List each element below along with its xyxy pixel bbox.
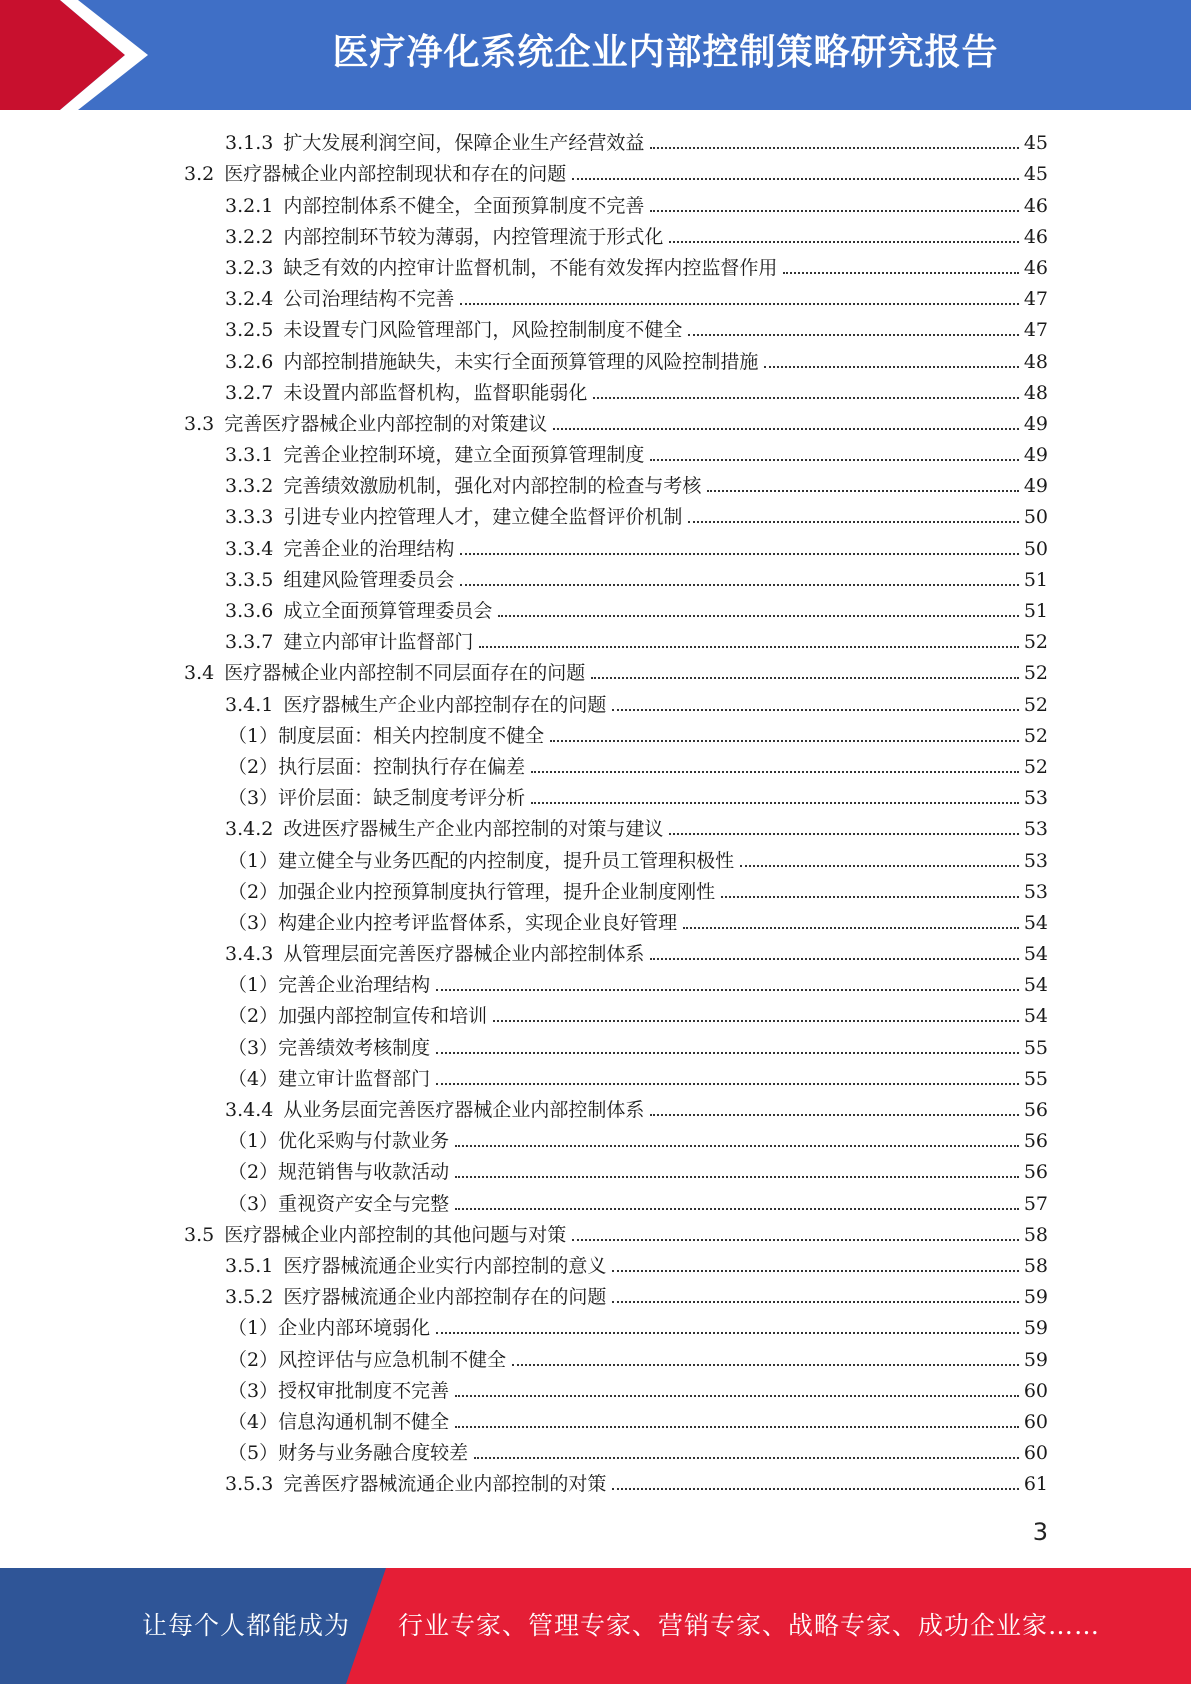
toc-dot-leader xyxy=(764,366,1019,368)
toc-dot-leader xyxy=(688,334,1019,336)
footer-slogan-left: 让每个人都能成为 xyxy=(142,1611,351,1640)
toc-dot-leader xyxy=(650,958,1019,960)
toc-entry-page: 54 xyxy=(1023,911,1048,934)
toc-entry-heading xyxy=(184,162,566,186)
toc-entry-title: （2）规范销售与收款活动 xyxy=(228,1161,450,1184)
report-title: 医疗净化系统企业内部控制策略研究报告 xyxy=(332,32,999,73)
toc-entry-title: 医疗器械流通企业实行内部控制的意义 xyxy=(283,1254,607,1277)
toc-entry[interactable] xyxy=(0,377,1191,408)
toc-entry-page: 55 xyxy=(1023,1067,1048,1090)
toc-entry-page: 46 xyxy=(1023,256,1048,279)
toc-entry-heading xyxy=(228,880,715,904)
toc-entry-title: 未设置专门风险管理部门，风险控制制度不健全 xyxy=(283,319,683,342)
toc-entry-number: 3.2.1 xyxy=(225,194,274,217)
toc-entry-title: 组建风险管理委员会 xyxy=(283,568,455,591)
toc-entry-title: 医疗器械企业内部控制不同层面存在的问题 xyxy=(224,662,586,685)
toc-entry-title: （3）授权审批制度不完善 xyxy=(228,1379,450,1402)
toc-entry-heading xyxy=(225,318,682,342)
toc-entry-heading xyxy=(228,1067,430,1091)
toc-entry-heading xyxy=(225,256,777,280)
toc-dot-leader xyxy=(591,677,1019,679)
toc-entry-heading xyxy=(228,1441,468,1465)
toc-entry-page: 60 xyxy=(1023,1379,1048,1402)
toc-entry-title: 公司治理结构不完善 xyxy=(283,288,455,311)
toc-entry-page: 50 xyxy=(1023,506,1048,529)
toc-entry-heading xyxy=(225,568,454,592)
toc-entry[interactable] xyxy=(0,1187,1191,1218)
toc-entry-heading xyxy=(228,1379,449,1403)
toc-dot-leader xyxy=(512,1364,1019,1366)
toc-entry-number: 3.3.1 xyxy=(225,444,274,467)
toc-entry-page: 46 xyxy=(1023,225,1048,248)
toc-dot-leader xyxy=(669,241,1019,243)
toc-dot-leader xyxy=(612,709,1019,711)
toc-entry-title: （2）执行层面：控制执行存在偏差 xyxy=(228,755,526,778)
toc-entry-page: 58 xyxy=(1023,1254,1048,1277)
toc-entry-title: 引进专业内控管理人才，建立健全监督评价机制 xyxy=(283,506,683,529)
toc-dot-leader xyxy=(436,1332,1019,1334)
toc-entry-heading xyxy=(225,505,682,529)
toc-dot-leader xyxy=(479,646,1019,648)
toc-entry-title: （1）建立健全与业务匹配的内控制度，提升员工管理积极性 xyxy=(228,849,735,872)
toc-entry-number: 3.2.4 xyxy=(225,288,274,311)
toc-entry-number: 3.2.3 xyxy=(225,256,274,279)
toc-entry-title: 完善医疗器械企业内部控制的对策建议 xyxy=(224,412,548,435)
toc-entry[interactable] xyxy=(0,688,1191,719)
toc-entry[interactable] xyxy=(0,501,1191,532)
toc-entry-number: 3.3.3 xyxy=(225,506,274,529)
toc-entry-number: 3.3.2 xyxy=(225,475,274,498)
toc-entry-heading xyxy=(184,1223,566,1247)
toc-entry[interactable] xyxy=(0,532,1191,563)
toc-entry-title: （1）优化采购与付款业务 xyxy=(228,1130,450,1153)
toc-entry-title: 医疗器械流通企业内部控制存在的问题 xyxy=(283,1286,607,1309)
toc-entry-page: 54 xyxy=(1023,943,1048,966)
toc-entry[interactable] xyxy=(0,1219,1191,1250)
toc-entry-page: 56 xyxy=(1023,1161,1048,1184)
toc-dot-leader xyxy=(436,1083,1019,1085)
toc-entry[interactable] xyxy=(0,1094,1191,1125)
toc-entry[interactable] xyxy=(0,564,1191,595)
toc-entry-number: 3.5.1 xyxy=(225,1254,274,1277)
toc-entry-number: 3.3.5 xyxy=(225,568,274,591)
toc-entry-title: 从管理层面完善医疗器械企业内部控制体系 xyxy=(283,943,645,966)
toc-entry[interactable] xyxy=(0,1063,1191,1094)
toc-entry-number: 3.2.2 xyxy=(225,225,274,248)
toc-entry-heading xyxy=(228,1129,449,1153)
toc-entry-number: 3.2 xyxy=(184,163,215,186)
toc-entry-page: 45 xyxy=(1023,163,1048,186)
toc-entry[interactable] xyxy=(0,439,1191,470)
toc-entry-number: 3.3.7 xyxy=(225,631,274,654)
toc-entry-page: 59 xyxy=(1023,1317,1048,1340)
toc-entry-heading xyxy=(225,131,644,155)
toc-entry-heading xyxy=(228,1004,487,1028)
toc-entry-title: （2）加强企业内控预算制度执行管理，提升企业制度刚性 xyxy=(228,880,716,903)
toc-dot-leader xyxy=(650,459,1019,461)
toc-entry-heading xyxy=(228,1192,449,1216)
toc-dot-leader xyxy=(783,272,1019,274)
table-of-contents xyxy=(0,127,1191,1499)
toc-entry-heading xyxy=(225,443,644,467)
toc-entry-title: （3）构建企业内控考评监督体系，实现企业良好管理 xyxy=(228,911,678,934)
toc-entry-heading xyxy=(228,973,430,997)
toc-entry-heading xyxy=(225,630,473,654)
toc-entry[interactable] xyxy=(0,1125,1191,1156)
toc-entry-title: 内部控制体系不健全，全面预算制度不完善 xyxy=(283,194,645,217)
toc-entry-heading xyxy=(225,287,454,311)
toc-entry-page: 56 xyxy=(1023,1099,1048,1121)
toc-entry-number: 3.5.3 xyxy=(225,1473,274,1496)
toc-dot-leader xyxy=(455,1395,1019,1397)
toc-entry-title: 完善企业的治理结构 xyxy=(283,537,455,560)
toc-dot-leader xyxy=(572,1239,1019,1241)
toc-entry[interactable] xyxy=(0,1000,1191,1031)
toc-entry-number: 3.4.1 xyxy=(225,693,274,716)
toc-dot-leader xyxy=(593,397,1019,399)
toc-entry-page: 46 xyxy=(1023,194,1048,217)
footer-slogan-right: 行业专家、管理专家、营销专家、战略专家、成功企业家…… xyxy=(398,1611,1101,1640)
toc-dot-leader xyxy=(474,1457,1019,1459)
toc-entry-page: 52 xyxy=(1023,693,1048,716)
toc-dot-leader xyxy=(707,490,1019,492)
toc-entry-title: （3）重视资产安全与完整 xyxy=(228,1192,450,1215)
toc-entry[interactable] xyxy=(0,657,1191,688)
toc-entry[interactable] xyxy=(0,595,1191,626)
toc-entry-heading xyxy=(225,225,663,249)
toc-entry-heading xyxy=(228,1036,430,1060)
toc-entry-title: 未设置内部监督机构，监督职能弱化 xyxy=(283,381,588,404)
toc-dot-leader xyxy=(688,521,1019,523)
toc-entry-page: 49 xyxy=(1023,475,1048,498)
toc-entry-page: 52 xyxy=(1023,631,1048,654)
toc-entry-page: 51 xyxy=(1023,568,1048,591)
toc-dot-leader xyxy=(721,896,1019,898)
toc-dot-leader xyxy=(550,740,1019,742)
toc-entry[interactable] xyxy=(0,938,1191,969)
toc-entry[interactable] xyxy=(0,127,1191,158)
toc-entry-number: 3.3.4 xyxy=(225,537,274,560)
toc-entry-number: 3.4.2 xyxy=(225,818,274,841)
toc-entry-heading xyxy=(225,599,492,623)
toc-entry-title: 缺乏有效的内控审计监督机制，不能有效发挥内控监督作用 xyxy=(283,256,778,279)
toc-entry[interactable] xyxy=(0,751,1191,782)
toc-dot-leader xyxy=(436,1052,1019,1054)
toc-entry-page: 52 xyxy=(1023,662,1048,685)
toc-entry[interactable] xyxy=(0,1156,1191,1187)
toc-entry-number: 3.2.6 xyxy=(225,350,274,373)
toc-entry-number: 3.3 xyxy=(184,412,215,435)
toc-entry-page: 48 xyxy=(1023,350,1048,373)
toc-entry-title: 成立全面预算管理委员会 xyxy=(283,600,493,622)
toc-entry-page: 57 xyxy=(1023,1192,1048,1215)
toc-entry-page: 47 xyxy=(1023,319,1048,342)
toc-entry-page: 54 xyxy=(1023,1005,1048,1028)
toc-dot-leader xyxy=(612,1488,1019,1490)
toc-dot-leader xyxy=(612,1270,1019,1272)
toc-entry[interactable] xyxy=(0,283,1191,314)
toc-entry-title: （5）财务与业务融合度较差 xyxy=(228,1442,469,1465)
toc-entry-heading xyxy=(228,911,677,935)
page-number: 3 xyxy=(1032,1518,1048,1546)
toc-dot-leader xyxy=(531,802,1019,804)
toc-entry[interactable] xyxy=(0,782,1191,813)
toc-entry-page: 52 xyxy=(1023,724,1048,747)
header-arrow-decoration xyxy=(0,0,160,110)
toc-entry-title: （2）加强内部控制宣传和培训 xyxy=(228,1005,488,1028)
toc-entry-number: 3.2.5 xyxy=(225,319,274,342)
toc-entry[interactable] xyxy=(0,1031,1191,1062)
toc-entry-title: （1）完善企业治理结构 xyxy=(228,974,431,997)
toc-dot-leader xyxy=(650,147,1019,149)
toc-dot-leader xyxy=(455,1176,1019,1178)
toc-entry-heading xyxy=(225,1098,644,1122)
toc-entry[interactable] xyxy=(0,876,1191,907)
toc-entry-title: （3）完善绩效考核制度 xyxy=(228,1036,431,1059)
toc-dot-leader xyxy=(498,615,1019,617)
toc-entry-page: 61 xyxy=(1023,1473,1048,1496)
toc-entry-page: 55 xyxy=(1023,1036,1048,1059)
toc-entry-number: 3.4.3 xyxy=(225,943,274,966)
toc-entry-heading xyxy=(225,474,701,498)
toc-entry-heading xyxy=(228,724,544,748)
toc-entry-heading xyxy=(228,786,525,810)
toc-dot-leader xyxy=(650,210,1019,212)
toc-entry[interactable] xyxy=(0,969,1191,1000)
toc-entry-number: 3.2.7 xyxy=(225,381,274,404)
toc-entry-title: （3）评价层面：缺乏制度考评分析 xyxy=(228,787,526,810)
toc-entry[interactable] xyxy=(0,1468,1191,1499)
toc-entry[interactable] xyxy=(0,1375,1191,1406)
toc-entry-page: 59 xyxy=(1023,1348,1048,1371)
toc-dot-leader xyxy=(460,553,1019,555)
toc-entry-title: 改进医疗器械生产企业内部控制的对策与建议 xyxy=(283,818,664,841)
toc-entry-page: 53 xyxy=(1023,880,1048,903)
toc-entry-page: 53 xyxy=(1023,787,1048,810)
toc-entry-heading xyxy=(184,661,585,685)
toc-entry-title: （1）制度层面：相关内控制度不健全 xyxy=(228,724,545,747)
toc-entry-number: 3.4 xyxy=(184,662,215,685)
toc-entry-number: 3.1.3 xyxy=(225,132,274,155)
toc-entry-title: 医疗器械企业内部控制现状和存在的问题 xyxy=(224,163,567,186)
toc-entry[interactable] xyxy=(0,1312,1191,1343)
toc-dot-leader xyxy=(683,927,1019,929)
toc-entry[interactable] xyxy=(0,720,1191,751)
page-header xyxy=(0,0,1191,110)
toc-entry-number: 3.5.2 xyxy=(225,1286,274,1309)
toc-entry-heading xyxy=(225,1472,606,1496)
toc-entry-title: 医疗器械生产企业内部控制存在的问题 xyxy=(283,693,607,716)
toc-entry[interactable] xyxy=(0,844,1191,875)
toc-dot-leader xyxy=(612,1301,1019,1303)
toc-entry-page: 56 xyxy=(1023,1130,1048,1153)
toc-entry[interactable] xyxy=(0,1437,1191,1468)
page-footer xyxy=(0,1568,1191,1684)
toc-entry[interactable] xyxy=(0,314,1191,345)
toc-entry-heading xyxy=(225,942,644,966)
toc-entry-heading xyxy=(228,1348,506,1372)
toc-entry-title: 内部控制环节较为薄弱，内控管理流于形式化 xyxy=(283,225,664,248)
toc-dot-leader xyxy=(455,1426,1019,1428)
toc-entry-title: 完善绩效激励机制，强化对内部控制的检查与考核 xyxy=(283,475,702,498)
toc-entry-title: 内部控制措施缺失，未实行全面预算管理的风险控制措施 xyxy=(283,350,759,373)
toc-entry-page: 49 xyxy=(1023,444,1048,467)
toc-entry-title: 从业务层面完善医疗器械企业内部控制体系 xyxy=(283,1099,645,1121)
toc-entry-heading xyxy=(225,1285,606,1309)
toc-entry[interactable] xyxy=(0,626,1191,657)
toc-entry-title: 完善企业控制环境，建立全面预算管理制度 xyxy=(283,444,645,467)
toc-dot-leader xyxy=(553,428,1019,430)
toc-entry-title: （2）风控评估与应急机制不健全 xyxy=(228,1348,507,1371)
toc-entry-heading xyxy=(228,849,734,873)
toc-entry-title: 扩大发展利润空间，保障企业生产经营效益 xyxy=(283,132,645,155)
toc-dot-leader xyxy=(455,1145,1019,1147)
toc-entry[interactable] xyxy=(0,408,1191,439)
toc-dot-leader xyxy=(572,178,1019,180)
toc-entry-heading xyxy=(225,350,758,374)
toc-entry-page: 59 xyxy=(1023,1286,1048,1309)
toc-entry-heading xyxy=(225,1254,606,1278)
toc-entry-page: 52 xyxy=(1023,755,1048,778)
toc-entry[interactable] xyxy=(0,813,1191,844)
toc-entry-page: 51 xyxy=(1023,600,1048,622)
toc-entry[interactable] xyxy=(0,158,1191,189)
toc-dot-leader xyxy=(460,303,1019,305)
toc-entry-page: 53 xyxy=(1023,849,1048,872)
toc-entry-title: （1）企业内部环境弱化 xyxy=(228,1317,431,1340)
toc-entry[interactable] xyxy=(0,189,1191,220)
toc-entry-number: 3.3.6 xyxy=(225,600,274,622)
toc-dot-leader xyxy=(493,1020,1019,1022)
toc-entry-heading xyxy=(225,537,454,561)
toc-entry-heading xyxy=(228,1316,430,1340)
toc-dot-leader xyxy=(669,833,1019,835)
toc-entry-page: 60 xyxy=(1023,1410,1048,1433)
toc-entry-heading xyxy=(225,381,587,405)
toc-entry-heading xyxy=(225,817,663,841)
toc-entry[interactable] xyxy=(0,1343,1191,1374)
toc-dot-leader xyxy=(455,1208,1019,1210)
toc-entry-title: 医疗器械企业内部控制的其他问题与对策 xyxy=(224,1223,567,1246)
toc-entry-heading xyxy=(228,1160,449,1184)
toc-dot-leader xyxy=(460,584,1019,586)
toc-entry-page: 47 xyxy=(1023,288,1048,311)
toc-entry-page: 53 xyxy=(1023,818,1048,841)
toc-entry[interactable] xyxy=(0,470,1191,501)
toc-entry-page: 49 xyxy=(1023,412,1048,435)
toc-entry-page: 50 xyxy=(1023,537,1048,560)
toc-entry[interactable] xyxy=(0,221,1191,252)
toc-entry-page: 48 xyxy=(1023,381,1048,404)
toc-entry[interactable] xyxy=(0,1250,1191,1281)
toc-entry-page: 45 xyxy=(1023,132,1048,155)
toc-entry-heading xyxy=(228,1410,449,1434)
toc-dot-leader xyxy=(650,1114,1019,1116)
toc-entry-number: 3.4.4 xyxy=(225,1099,274,1121)
toc-entry-heading xyxy=(228,755,525,779)
toc-dot-leader xyxy=(436,989,1019,991)
toc-entry-title: 建立内部审计监督部门 xyxy=(283,631,474,654)
toc-entry-page: 54 xyxy=(1023,974,1048,997)
toc-entry[interactable] xyxy=(0,1281,1191,1312)
toc-dot-leader xyxy=(531,771,1019,773)
toc-entry-number: 3.5 xyxy=(184,1223,215,1246)
toc-entry-heading xyxy=(225,693,606,717)
toc-entry[interactable] xyxy=(0,907,1191,938)
toc-dot-leader xyxy=(740,865,1019,867)
toc-entry-heading xyxy=(225,194,644,218)
toc-entry[interactable] xyxy=(0,345,1191,376)
toc-entry[interactable] xyxy=(0,252,1191,283)
toc-entry-heading xyxy=(184,412,547,436)
toc-entry-title: 完善医疗器械流通企业内部控制的对策 xyxy=(283,1473,607,1496)
toc-entry-page: 58 xyxy=(1023,1223,1048,1246)
toc-entry-page: 60 xyxy=(1023,1442,1048,1465)
toc-entry-title: （4）建立审计监督部门 xyxy=(228,1067,431,1090)
toc-entry[interactable] xyxy=(0,1406,1191,1437)
toc-entry-title: （4）信息沟通机制不健全 xyxy=(228,1410,450,1433)
